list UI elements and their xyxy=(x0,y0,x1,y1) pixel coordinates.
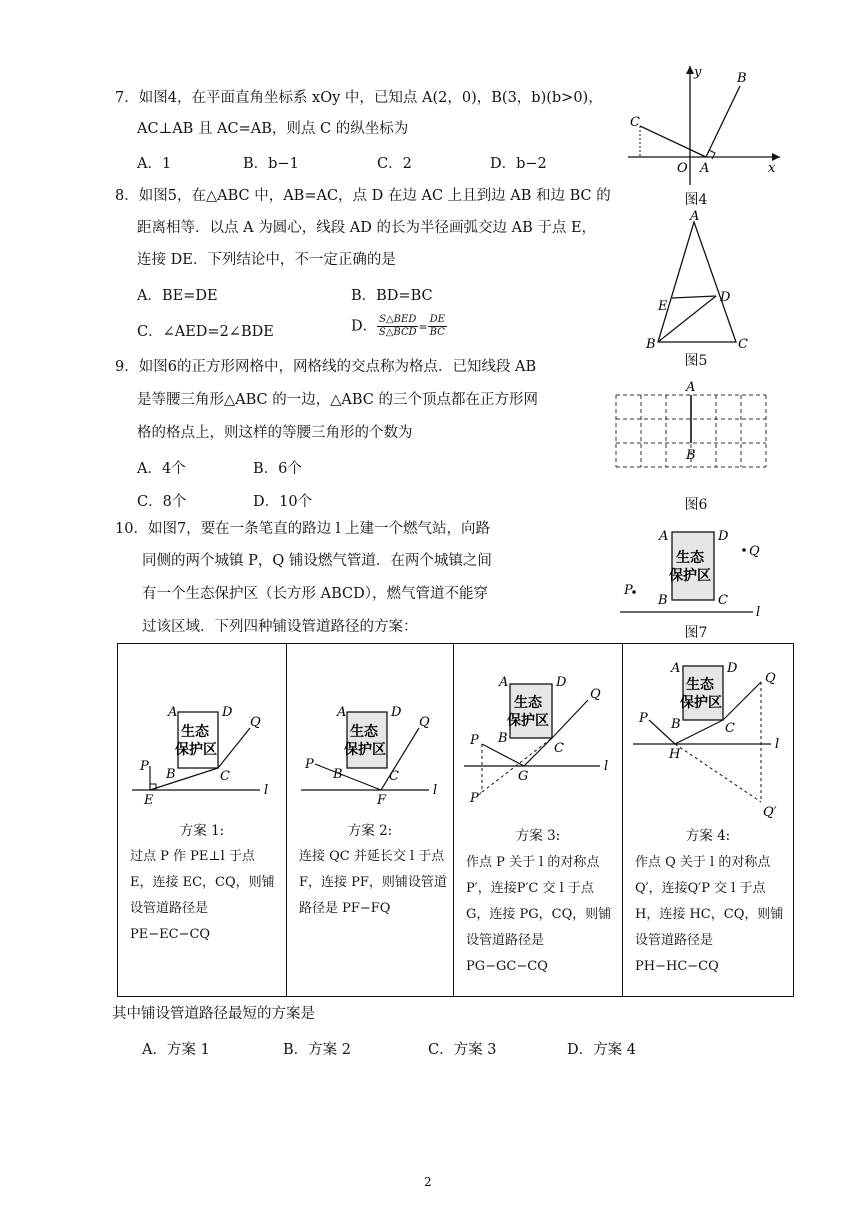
plan-4-zone-text-2: 保护区 xyxy=(680,695,722,711)
fig7-label-a: A xyxy=(659,529,669,544)
q8-stem-line1: 8．如图5，在△ABC 中，AB=AC，点 D 在边 AC 上且到边 AB 和边 BC 的 xyxy=(115,188,611,204)
plan-4-label-c: C xyxy=(725,721,735,736)
plan-1-diagram xyxy=(128,694,278,814)
plan-2-zone-text-1: 生态 xyxy=(350,724,378,740)
fig5-label-c: C xyxy=(738,337,748,350)
q8-option-d-fraction-left: $\frac{\text{S△BED}}{\text{S△BCD}}$ xyxy=(378,314,417,338)
fig4-label-b: B xyxy=(737,71,747,86)
figure-7-zone-diagram xyxy=(618,520,778,624)
plan-1-label-d: D xyxy=(222,705,233,720)
q8-option-d[interactable] xyxy=(351,314,447,339)
plan-4-label-q: Q xyxy=(765,671,776,686)
q10-stem-line3: 有一个生态保护区（长方形 ABCD），燃气管道不能穿 xyxy=(142,586,488,602)
q9-option-d[interactable]: D．10个 xyxy=(253,494,313,510)
q9-stem-line2: 是等腰三角形△ABC 的一边，△ABC 的三个顶点都在正方形网 xyxy=(137,392,538,408)
plan-1-label-c: C xyxy=(220,769,230,784)
fig5-label-a: A xyxy=(690,210,700,224)
fig5-label-b: B xyxy=(646,337,656,350)
plan-4-zone-text-1: 生态 xyxy=(686,677,714,693)
figure-6-caption: 图6 xyxy=(684,497,708,513)
plan-3-label-b: B xyxy=(498,731,508,746)
q10-stem-line4: 过该区域．下列四种铺设管道路径的方案： xyxy=(142,619,418,635)
plan-2-label-q: Q xyxy=(419,715,430,730)
q8-option-d-equals: = xyxy=(418,320,428,334)
figure-4-coordinate-diagram xyxy=(620,60,790,190)
figure-4-caption: 图4 xyxy=(684,192,708,208)
plan-4-title: 方案 4: xyxy=(685,828,731,844)
plan-3-label-d: D xyxy=(556,675,567,690)
plan-2-title: 方案 2: xyxy=(347,823,393,839)
fig7-label-c: C xyxy=(718,593,728,608)
q10-option-b[interactable]: B．方案 2 xyxy=(283,1042,351,1058)
fig7-label-d: D xyxy=(718,529,729,544)
plan-3-label-g: G xyxy=(518,769,529,784)
plan-1-label-p: P xyxy=(140,759,149,774)
q7-option-d[interactable]: D．b−2 xyxy=(490,156,547,172)
fig7-zone-text-1: 生态 xyxy=(676,550,704,566)
plan-4-label-q-prime: Q′ xyxy=(763,805,777,820)
q8-stem-line3: 连接 DE．下列结论中，不一定正确的是 xyxy=(137,252,396,268)
plan-3-zone-text-1: 生态 xyxy=(514,695,542,711)
plan-4-label-h: H xyxy=(669,747,681,762)
fig7-label-q: Q xyxy=(749,544,760,559)
q9-option-b[interactable]: B．6个 xyxy=(253,461,302,477)
q10-option-c[interactable]: C．方案 3 xyxy=(428,1042,497,1058)
plan-3-diagram xyxy=(462,662,618,812)
plan-2-diagram xyxy=(297,694,447,814)
plan-4-label-a: A xyxy=(671,661,681,676)
plan-1-label-q: Q xyxy=(250,715,261,730)
q10-option-a[interactable]: A．方案 1 xyxy=(142,1042,210,1058)
q8-option-a[interactable]: A．BE=DE xyxy=(137,288,218,304)
plan-4-label-l: l xyxy=(775,737,780,752)
plan-3-label-l: l xyxy=(604,759,609,774)
figure-6-grid-diagram xyxy=(612,375,772,475)
plan-3-label-p: P xyxy=(470,733,479,748)
plan-2-label-c: C xyxy=(389,769,399,784)
plan-3-label-p-prime: P′ xyxy=(470,791,482,806)
plan-2-label-f: F xyxy=(377,793,387,808)
plan-2-label-b: B xyxy=(333,767,343,782)
q8-stem-line2: 距离相等．以点 A 为圆心，线段 AD 的长为半径画弧交边 AB 于点 E， xyxy=(137,220,597,236)
q9-option-c[interactable]: C．8个 xyxy=(137,494,187,510)
fig4-label-y: y xyxy=(694,65,702,80)
plan-1-zone-text-1: 生态 xyxy=(181,724,209,740)
q7-option-c[interactable]: C．2 xyxy=(377,156,412,172)
fig6-label-a: A xyxy=(686,380,696,395)
plan-1-label-a: A xyxy=(168,705,178,720)
q10-question: 其中铺设管道路径最短的方案是 xyxy=(112,1006,315,1022)
fig4-label-x: x xyxy=(768,161,776,176)
plan-2-description: 连接 QC 并延长交 l 于点 F，连接 PF，则铺设管道路径是 PF−FQ xyxy=(299,849,447,916)
q7-option-b[interactable]: B．b−1 xyxy=(243,156,299,172)
plan-2-label-a: A xyxy=(337,705,347,720)
fig7-label-l: l xyxy=(756,605,761,620)
q8-option-d-fraction-right: $\frac{DE}{BC}$ xyxy=(429,314,445,338)
plan-1-description: 过点 P 作 PE⊥l 于点 E，连接 EC，CQ，则铺设管道路径是 PE−EC−CQ xyxy=(130,849,275,942)
q10-stem-line2: 同侧的两个城镇 P，Q 铺设燃气管道．在两个城镇之间 xyxy=(142,553,492,569)
q7-stem-line2: AC⊥AB 且 AC=AB，则点 C 的纵坐标为 xyxy=(137,121,409,137)
plan-3-label-q: Q xyxy=(590,687,601,702)
plan-4-label-b: B xyxy=(671,717,681,732)
plan-3-title: 方案 3: xyxy=(515,828,561,844)
plan-4-cell xyxy=(623,644,794,997)
plan-2-label-p: P xyxy=(305,757,314,772)
fig6-label-b: B xyxy=(686,448,696,463)
q10-stem-line1: 10．如图7，要在一条笔直的路边 l 上建一个燃气站，向路 xyxy=(115,521,491,537)
plan-2-label-d: D xyxy=(391,705,402,720)
fig4-label-a: A xyxy=(700,161,710,176)
plan-4-label-d: D xyxy=(727,661,738,676)
fig4-label-c: C xyxy=(630,115,640,130)
q7-option-a[interactable]: A．1 xyxy=(137,156,172,172)
fig7-label-b: B xyxy=(658,593,668,608)
plans-table xyxy=(117,643,794,997)
q8-option-b[interactable]: B．BD=BC xyxy=(351,288,433,304)
q7-stem-line1: 7．如图4，在平面直角坐标系 xOy 中，已知点 A(2，0)，B(3，b)(b>0)， xyxy=(115,90,603,106)
plan-4-description: 作点 Q 关于 l 的对称点 Q′，连接Q′P 交 l 于点 H，连接 HC，CQ，则铺设管道路径是 PH−HC−CQ xyxy=(635,855,784,974)
fig5-label-d: D xyxy=(720,290,731,305)
plan-4-label-p: P xyxy=(639,711,648,726)
q9-stem-line1: 9．如图6的正方形网格中，网格线的交点称为格点．已知线段 AB xyxy=(115,359,537,375)
plan-3-zone-text-2: 保护区 xyxy=(507,713,549,729)
plan-3-label-a: A xyxy=(499,675,509,690)
q10-option-d[interactable]: D．方案 4 xyxy=(567,1042,636,1058)
figure-7-caption: 图7 xyxy=(684,625,708,641)
plan-3-description: 作点 P 关于 l 的对称点 P′，连接P′C 交 l 于点 G，连接 PG，CQ，则铺设管道路径是 PG−GC−CQ xyxy=(466,855,612,974)
plan-1-zone-text-2: 保护区 xyxy=(175,742,217,758)
fig5-label-e: E xyxy=(658,299,668,314)
plan-2-label-l: l xyxy=(433,783,438,798)
plan-1-title: 方案 1: xyxy=(179,823,225,839)
plan-2-cell xyxy=(287,644,454,997)
plan-3-label-c: C xyxy=(554,741,564,756)
fig7-zone-text-2: 保护区 xyxy=(669,568,711,584)
figure-5-triangle-diagram xyxy=(640,210,750,350)
page-number: 2 xyxy=(424,1175,432,1189)
q8-option-c[interactable]: C．∠AED=2∠BDE xyxy=(137,324,274,340)
q8-option-d-prefix: D． xyxy=(351,318,378,335)
fig7-label-p: P xyxy=(624,583,633,598)
plan-2-zone-text-2: 保护区 xyxy=(344,742,386,758)
plan-4-diagram xyxy=(631,656,789,821)
plan-1-label-l: l xyxy=(264,783,269,798)
q9-option-a[interactable]: A．4个 xyxy=(137,461,186,477)
fig4-label-o: O xyxy=(677,161,688,176)
plan-1-cell xyxy=(118,644,287,997)
plan-1-label-b: B xyxy=(166,767,176,782)
plan-3-cell xyxy=(454,644,623,997)
plan-1-label-e: E xyxy=(144,793,154,808)
q9-stem-line3: 格的格点上，则这样的等腰三角形的个数为 xyxy=(137,425,413,441)
figure-5-caption: 图5 xyxy=(684,353,708,369)
